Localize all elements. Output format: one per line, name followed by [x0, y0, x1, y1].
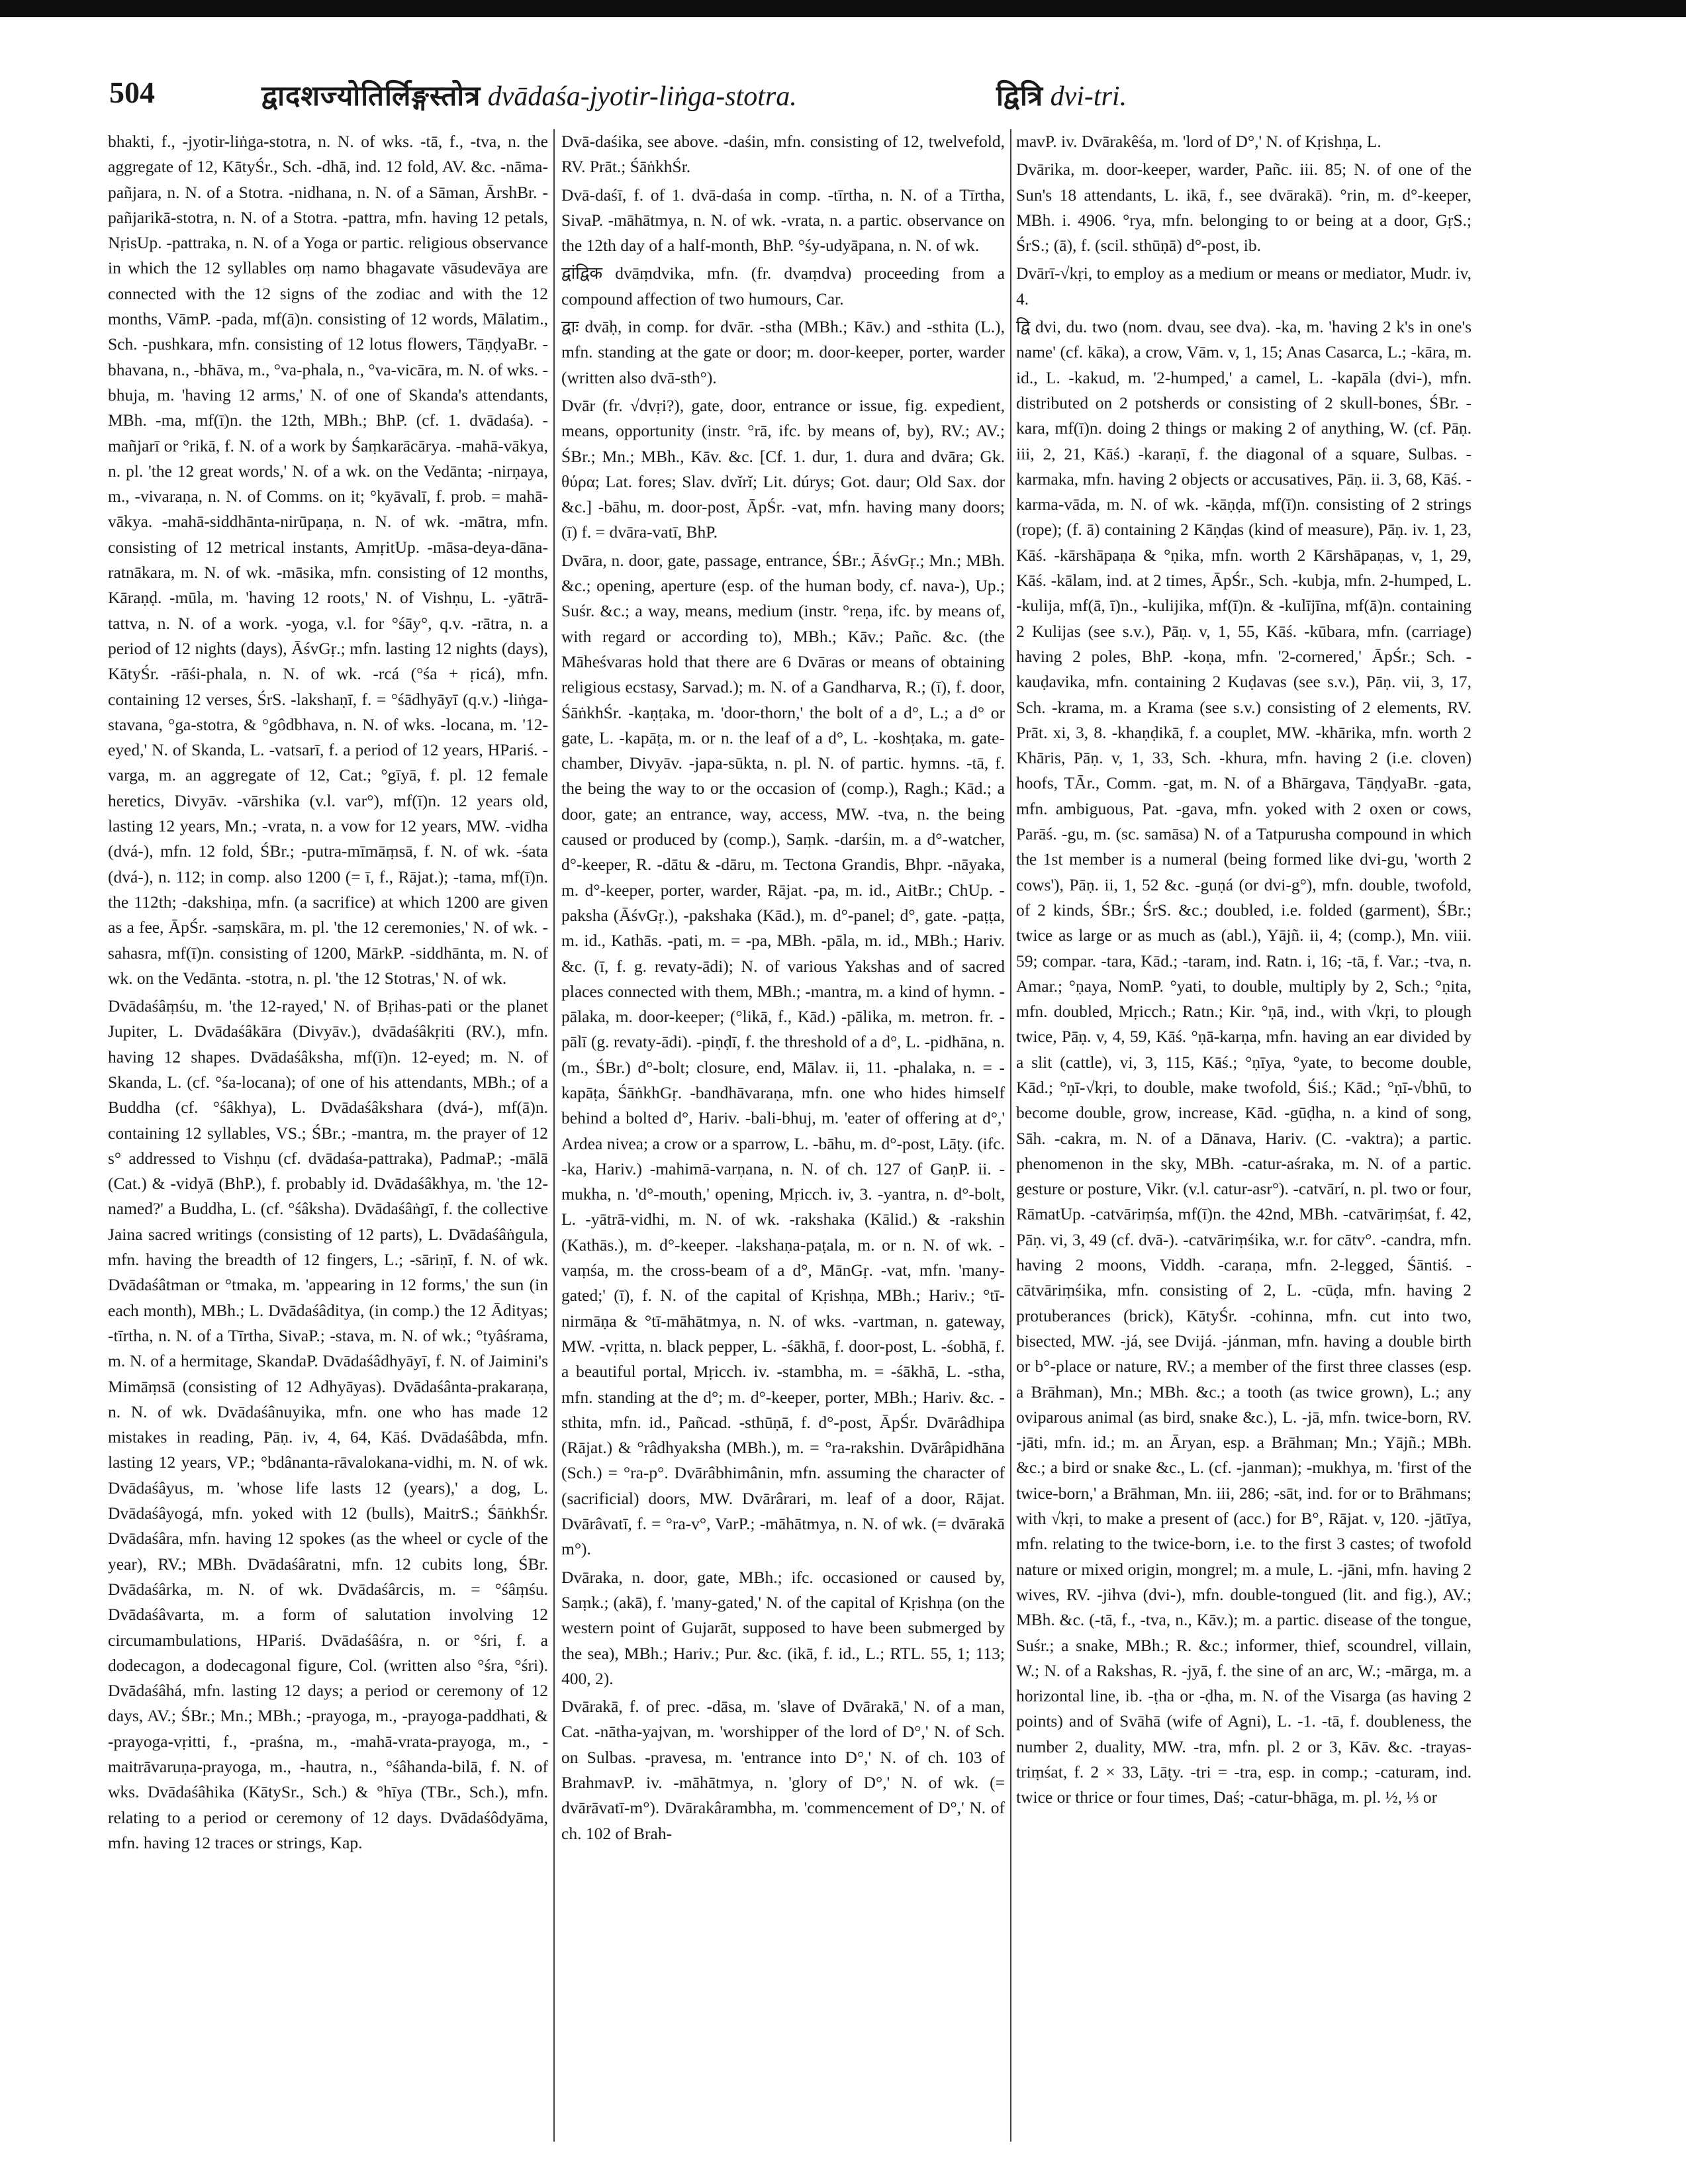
entry-paragraph: mavP. iv. Dvārakêśa, m. 'lord of D°,' N. of Kṛishṇa, L.	[1016, 132, 1382, 151]
column-divider	[553, 129, 555, 2142]
dictionary-column-1	[108, 129, 548, 2155]
right-running-head	[996, 76, 1127, 114]
left-running-head	[261, 76, 797, 114]
entry-paragraph: Dvārī-√kṛi, to employ as a medium or means or mediator, Mudr. iv, 4.	[1016, 263, 1472, 309]
column-divider	[1010, 129, 1011, 2142]
entry-paragraph: Dvār (fr. √dvṛi?), gate, door, entrance or issue, fig. expedient, means, opportunity (instr. °rā, ifc. by means of, by), RV.; AV.; ŚBr.; Mn.; MBh., Kāv. &c. [Cf. 1. dur, 1. dura and dvāra; Gk. θύρα; Lat. fores; Slav. dvĭrĭ; Lit. dúrys; Got. daur; Old Sax. dor &c.] -bāhu, m. door-post, ĀpŚr. -vat, mfn. having many doors; (ī) f. = dvāra-vatī, BhP.	[561, 395, 1005, 542]
entry-paragraph: Dvāraka, n. door, gate, MBh.; ifc. occasioned or caused by, Saṃk.; (akā), f. 'many-gated,' N. of the capital of Kṛishṇa (on the western point of Gujarāt, supposed to have been submerged by the sea), MBh.; Hariv.; Pur. &c. (ikā, f. id., L.; RTL. 55, 1; 113; 400, 2).	[561, 1567, 1005, 1688]
entry-paragraph: द्वांद्विक dvāṃdvika, mfn. (fr. dvaṃdva) proceeding from a compound affection of two humours, Car.	[561, 263, 1005, 309]
entry-paragraph: Dvā-daśī, f. of 1. dvā-daśa in comp. -tīrtha, n. N. of a Tīrtha, SivaP. -māhātmya, n. N. of wk. -vrata, n. a partic. observance on the 12th day of a half-month, BhP. °śy-udyāpana, n. N. of wk.	[561, 185, 1005, 256]
top-scan-edge	[0, 0, 1686, 17]
left-head-devanagari: द्वादशज्योतिर्लिङ्गस्तोत्र	[261, 79, 481, 112]
entry-paragraph: Dvāra, n. door, gate, passage, entrance, ŚBr.; ĀśvGṛ.; Mn.; MBh. &c.; opening, aperture (esp. of the human body, cf. nava-), Up.; Suśr. &c.; a way, means, medium (instr. °reṇa, ifc. by means of, with regard or according to), MBh.; Kāv.; Pañc. &c. (the Māheśvaras hold that there are 6 Dvāras or means of obtaining religious ecstasy, Sarvad.); m. N. of a Gandharva, R.; (ī), f. door, ŚāṅkhŚr. -kaṇṭaka, m. 'door-thorn,' the bolt of a d°, L.; a d° or gate, L. -kapāṭa, m. or n. the leaf of a d°, L. -koshṭaka, m. gate-chamber, Divyāv. -japa-sūkta, n. pl. N. of partic. hymns. -tā, f. the being the way to or the occasion of (comp.), Ragh.; Kād.; a door, gate; an entrance, way, access, MW. -tva, n. the being caused or produced by (comp.), Saṃk. -darśin, m. a d°-watcher, d°-keeper, R. -dātu & -dāru, m. Tectona Grandis, Bhpr. -nāyaka, m. d°-keeper, porter, warder, Rājat. -pa, m. id., AitBr.; ChUp. -paksha (ĀśvGṛ.), -pakshaka (Kād.), m. d°-panel; d°, gate. -paṭṭa, m. id., Kathās. -pati, m. = -pa, MBh. -pāla, m. id., MBh.; Hariv. &c. (ī, f. g. revaty-ādi); N. of various Yakshas and of sacred places connected with them, MBh.; -mantra, m. a kind of hymn. -pālaka, m. door-keeper; (°likā, f., Kād.) -pālika, m. metron. fr. -pālī (g. revaty-ādi). -piṇḍī, f. the threshold of a d°, L. -pidhāna, n. (m., ŚBr.) d°-bolt; closure, end, Mālav. ii, 11. -phalaka, n. = -kapāṭa, ŚāṅkhGṛ. -bandhāvaraṇa, mfn. one who hides himself behind a bolted d°, Hariv. -bali-bhuj, m. 'eater of offering at d°,' Ardea nivea; a crow or a sparrow, L. -bāhu, m. d°-post, Lāṭy. (ifc. -ka, Hariv.) -mahimā-varṇana, n. N. of ch. 127 of GaṇP. ii. -mukha, n. 'd°-mouth,' opening, Mṛicch. iv, 3. -yantra, n. d°-bolt, L. -yātrā-vidhi, m. N. of wk. -rakshaka (Kālid.) & -rakshin (Kathās.), m. d°-keeper. -lakshaṇa-paṭala, m. or n. N. of wk. -vaṃśa, m. the cross-beam of a d°, MānGṛ. -vat, mfn. 'many-gated;' (ī), f. N. of the capital of Kṛishṇa, MBh.; Hariv.; °tī-nirmāṇa & °tī-māhātmya, n. N. of wks. -vartman, n. gateway, MW. -vṛitta, n. black pepper, L. -śākhā, f. door-post, L. -śobhā, f. a beautiful portal, Mṛicch. iv. -stambha, m. = -śākhā, L. -stha, mfn. standing at the d°; m. d°-keeper, porter, MBh.; Hariv. &c. -sthita, mfn. id., Pañcad. -sthūṇā, f. d°-post, ĀpŚr. Dvārâdhipa (Rājat.) & °râdhyaksha (MBh.), m. = °ra-rakshin. Dvārâpidhāna (Sch.) = °ra-p°. Dvārâbhimânin, mfn. assuming the character of (sacrificial) doors, MW. Dvārârari, m. leaf of a door, Rājat. Dvārâvatī, f. = °ra-v°, VarP.; -māhātmya, n. N. of wk. (= dvārakā m°).	[561, 550, 1005, 1559]
entry-paragraph: Dvā-daśika, see above. -daśin, mfn. consisting of 12, twelvefold, RV. Prāt.; ŚāṅkhŚr.	[561, 132, 1005, 177]
dictionary-column-2	[561, 129, 1005, 2155]
entry-paragraph: Dvādaśâṃśu, m. 'the 12-rayed,' N. of Bṛihas-pati or the planet Jupiter, L. Dvādaśâkāra (Divyāv.), dvādaśâkṛiti (RV.), mfn. having 12 shapes. Dvādaśâksha, mf(ī)n. 12-eyed; m. N. of Skanda, L. (cf. °śa-locana); of one of his attendants, MBh.; of a Buddha (cf. °śâkhya), L. Dvādaśâkshara (dvá-), mf(ā)n. containing 12 syllables, VS.; ŚBr.; -mantra, m. the prayer of 12 s° addressed to Vishṇu (cf. dvādaśa-pattraka), PadmaP.; -mālā (Cat.) & -vidyā (BhP.), f. probably id. Dvādaśâkhya, m. 'the 12-named?' a Buddha, L. (cf. °śâksha). Dvādaśâṅgī, f. the collective Jaina sacred writings (consisting of 12 parts), L. Dvādaśâṅgula, mfn. having the breadth of 12 fingers, L.; -sāriṇī, f. N. of wk. Dvādaśâtman or °tmaka, m. 'appearing in 12 forms,' the sun (in each month), MBh.; L. Dvādaśâditya, (in comp.) the 12 Ādityas; -tīrtha, n. N. of a Tīrtha, SivaP.; -stava, m. N. of wk.; °tyâśrama, m. N. of a hermitage, SkandaP. Dvādaśâdhyāyī, f. N. of Jaimini's Mimāṃsā (consisting of 12 Adhyāyas). Dvādaśânta-prakaraṇa, n. N. of wk. Dvādaśânuyika, mfn. one who has made 12 mistakes in reading, Pāṇ. iv, 4, 64, Kāś. Dvādaśâbda, mfn. lasting 12 years, VP.; °bdânanta-rāvalokana-vidhi, m. N. of wk. Dvādaśâyus, m. 'whose life lasts 12 (years),' a dog, L. Dvādaśâyogá, mfn. yoked with 12 (bulls), MaitrS.; ŚāṅkhŚr. Dvādaśâra, mfn. having 12 spokes (as the wheel or cycle of the year), RV.; MBh. Dvādaśâratni, mfn. 12 cubits long, ŚBr. Dvādaśârka, m. N. of wk. Dvādaśârcis, m. = °śâṃśu. Dvādaśâvarta, m. a form of salutation involving 12 circumambulations, HPariś. Dvādaśâśra, n. or °śri, f. a dodecagon, a dodecagonal figure, Col. (written also °śra, °śri). Dvādaśâhá, mfn. lasting 12 days; a period or ceremony of 12 days, AV.; ŚBr.; Mn.; MBh.; -prayoga, m., -prayoga-paddhati, & -prayoga-vṛitti, f., -praśna, m., -mahā-vrata-prayoga, m., -maitrāvaruṇa-prayoga, m., -hautra, n., °śâhanda-bilā, f. N. of wks. Dvādaśâhika (KātySr., Sch.) & °hīya (TBr., Sch.), mfn. relating to a period or ceremony of 12 days. Dvādaśôdyāma, mfn. having 12 traces or strings, Kap.	[108, 996, 548, 1852]
entry-paragraph: Dvārika, m. door-keeper, warder, Pañc. iii. 85; N. of one of the Sun's 18 attendants, L. ikā, f., see dvārakā). °rin, m. d°-keeper, MBh. i. 4906. °rya, mfn. belonging to or being at a door, GṛS.; ŚrS.; (ā), f. (scil. sthūṇā) d°-post, ib.	[1016, 160, 1472, 256]
right-head-devanagari: द्वित्रि	[996, 79, 1044, 112]
entry-paragraph: द्वाः dvāḥ, in comp. for dvār. -stha (MBh.; Kāv.) and -sthita (L.), mfn. standing at the gate or door; m. door-keeper, porter, warder (written also dvā-sth°).	[561, 317, 1005, 387]
entry-paragraph: Dvārakā, f. of prec. -dāsa, m. 'slave of Dvārakā,' N. of a man, Cat. -nātha-yajvan, m. 'worshipper of the lord of D°,' N. of Sch. on Sulbas. -pravesa, m. 'entrance into D°,' N. of ch. 103 of BrahmavP. iv. -māhātmya, n. 'glory of D°,' N. of wk. (= dvārāvatī-m°). Dvārakârambha, m. 'commencement of D°,' N. of ch. 102 of Brah-	[561, 1697, 1005, 1843]
entry-paragraph: द्वि dvi, du. two (nom. dvau, see dva). -ka, m. 'having 2 k's in one's name' (cf. kāka), a crow, Vām. v, 1, 15; Anas Casarca, L.; -kāra, m. id., L. -kakud, m. '2-humped,' a camel, L. -kapāla (dvi-), mfn. distributed on 2 potsherds or consisting of 2 skull-bones, ŚBr. -kara, mf(ī)n. doing 2 things or making 2 of anything, W. (cf. Pāṇ. iii, 2, 21, Kāś.) -karaṇī, f. the diagonal of a square, Sulbas. -karmaka, mfn. having 2 objects or accusatives, Pāṇ. ii. 3, 68, Kāś. -karma-vāda, m. N. of wk. -kāṇḍa, mf(ī)n. consisting of 2 strings (rope); (f. ā) containing 2 Kāṇḍas (kind of measure), Pāṇ. iv. 1, 23, Kāś. -kārshāpaṇa & °ṇika, mfn. worth 2 Kārshāpaṇas, v, 1, 29, Kāś. -kālam, ind. at 2 times, ĀpŚr., Sch. -kubja, mfn. 2-humped, L. -kulija, mf(ā, ī)n., -kulijika, mf(ī)n. & -kulījīna, mf(ā)n. containing 2 Kulijas (see s.v.), Pāṇ. v, 1, 55, Kāś. -kūbara, mfn. (carriage) having 2 poles, BhP. -koṇa, mfn. '2-cornered,' ĀpŚr.; Sch. -kauḍavika, mfn. containing 2 Kuḍavas (see s.v.), Pāṇ. vii, 3, 17, Sch. -krama, m. a Krama (see s.v.) consisting of 2 elements, RV. Prāt. xi, 3, 8. -khaṇḍikā, f. a couplet, MW. -khārika, mfn. worth 2 Khāris, Pāṇ. v, 1, 33, Sch. -khura, mfn. having 2 (i.e. cloven) hoofs, TĀr., Comm. -gat, m. N. of a Bhārgava, TāṇḍyaBr. -gata, mfn. ambiguous, Pat. -gava, mfn. yoked with 2 oxen or cows, Parāś. -gu, m. (sc. samāsa) N. of a Tatpurusha compound in which the 1st member is a numeral (being formed like dvi-gu, 'worth 2 cows'), Pāṇ. ii, 1, 52 &c. -guṇá (or dvi-g°), mfn. double, twofold, of 2 kinds, ŚBr.; ŚrS. &c.; doubled, i.e. folded (garment), ŚBr.; twice as large or as much as (abl.), Yājñ. ii, 4; (comp.), Mn. viii. 59; compar. -tara, Kād.; -taram, ind. Ratn. i, 16; -tā, f. Var.; -tva, n. Amar.; °ṇaya, NomP. °yati, to double, multiply by 2, Sch.; °ṇita, mfn. doubled, Mṛicch.; Ratn.; Kir. °ṇā, ind., with √kṛi, to plough twice, Pāṇ. v, 4, 59, Kāś. °ṇā-karṇa, mfn. having an ear divided by a slit (cattle), vi, 3, 115, Kāś.; °ṇīya, °yate, to become double, Kād.; °ṇī-√kṛi, to double, make twofold, Śiś.; Kād.; °ṇī-√bhū, to become double, grow, increase, Kād. -gūḍha, n. a kind of song, Sāh. -cakra, m. N. of a Dānava, Hariv. (C. -vaktra); a partic. phenomenon in the sky, MBh. -catur-aśraka, m. N. of a partic. gesture or posture, Vikr. (v.l. catur-asr°). -catvārí, n. pl. two or four, RāmatUp. -catvāriṃśa, mf(ī)n. the 42nd, MBh. -catvāriṃśat, f. 42, Pāṇ. vi, 3, 49 (cf. dvā-). -catvāriṃśika, w.r. for cātv°. -candra, mfn. having 2 moons, Viddh. -caraṇa, mfn. 2-legged, Śāntiś. -cātvāriṃśika, mfn. consisting of 2, L. -cūḍa, mfn. having 2 protuberances (brick), KātyŚr. -cohinna, mfn. cut into two, bisected, MW. -já, see Dvijá. -jánman, mfn. having a double birth or b°-place or nature, RV.; a member of the first three classes (esp. a Brāhman), Mn.; MBh. &c.; a tooth (as twice grown), L.; any oviparous animal (as bird, snake &c.), L. -jā, mfn. twice-born, RV. -jāti, mfn. id.; m. an Āryan, esp. a Brāhman; Mn.; Yājñ.; MBh. &c.; a bird or snake &c., L. (cf. -janman); -mukhya, m. 'first of the twice-born,' a Brāhman, Mn. iii, 286; -sāt, ind. for or to Brāhmans; with √kṛi, to make a present of (acc.) for B°, Rājat. v, 120. -jātīya, mfn. relating to the twice-born, i.e. to the first 3 castes; of twofold nature or mixed origin, mongrel; m. a mule, L. -jāni, mfn. having 2 wives, RV. -jihva (dvi-), mfn. double-tongued (lit. and fig.), AV.; MBh. &c. (-tā, f., -tva, n., Kāv.); m. a partic. disease of the tongue, Suśr.; a snake, MBh.; R. &c.; informer, thief, scoundrel, villain, W.; N. of a Rakshas, R. -jyā, f. the sine of an arc, W.; -mārga, m. a horizontal line, ib. -ṭha or -ḍha, m. N. of the Visarga (as having 2 points) and of Svāhā (wife of Agni), L. -1. -tā, f. doubleness, the number 2, duality, MW. -tra, mfn. pl. 2 or 3, Kāv. &c. -trayas-triṃśat, f. 2 × 33, Lāṭy. -tri = -tra, esp. in comp.; -caturam, ind. twice or thrice or four times, Daś; -catur-bhāga, m. pl. ½, ⅓ or	[1016, 317, 1472, 1807]
entry-paragraph: bhakti, f., -jyotir-liṅga-stotra, n. N. of wks. -tā, f., -tva, n. the aggregate of 12, KātyŚr., Sch. -dhā, ind. 12 fold, AV. &c. -nāma-pañjara, n. N. of a Stotra. -nidhana, n. N. of a Sāman, ĀrshBr. -pañjarikā-stotra, n. N. of a Stotra. -pattra, mfn. having 12 petals, NṛisUp. -pattraka, n. N. of a Yoga or partic. religious observance in which the 12 syllables oṃ namo bhagavate vāsudevāya are connected with the 12 signs of the zodiac and with the 12 months, VāmP. -pada, mf(ā)n. consisting of 12 words, Mālatim., Sch. -pushkara, mfn. consisting of 12 lotus flowers, TāṇḍyaBr. -bhavana, n., -bhāva, m., °va-phala, n., °va-vicāra, m. N. of wks. -bhuja, m. 'having 12 arms,' N. of one of Skanda's attendants, MBh. -ma, mf(ī)n. the 12th, MBh.; BhP. (cf. 1. dvādaśa). -mañjarī or °rikā, f. N. of a work by Śaṃkarācārya. -mahā-vākya, n. pl. 'the 12 great words,' N. of a wk. on the Vedānta; -nirṇaya, m., -vivaraṇa, n. N. of Comms. on it; °kyāvalī, f. prob. = mahā-vākya. -mahā-siddhānta-nirūpaṇa, n. N. of wk. -mātra, mfn. consisting of 12 metrical instants, AmṛitUp. -māsa-deya-dāna-ratnākara, m. N. of wk. -māsika, mfn. consisting of 12 months, Kāraṇḍ. -mūla, m. 'having 12 roots,' N. of Vishṇu, L. -yātrā-tattva, n. N. of a work. -yoga, v.l. for °śāy°, q.v. -rātra, n. a period of 12 nights (days), ĀśvGṛ.; mfn. lasting 12 nights (days), KātyŚr. -rāśi-phala, n. N. of wk. -rcá (°śa + ṛicá), mfn. containing 12 verses, ŚrS. -lakshaṇī, f. = °śādhyāyī (q.v.) -liṅga-stavana, °ga-stotra, & °gôdbhava, n. N. of wks. -locana, m. '12-eyed,' N. of Skanda, L. -vatsarī, f. a period of 12 years, HPariś. -varga, m. an aggregate of 12, Cat.; °gīyā, f. pl. 12 female heretics, Divyāv. -vārshika (v.l. var°), mf(ī)n. 12 years old, lasting 12 years, Mn.; -vrata, n. a vow for 12 years, MW. -vidha (dvá-), mfn. 12 fold, ŚBr.; -putra-mīmāṃsā, f. N. of wk. -śata (dvá-), n. 112; in comp. also 1200 (= ī, f., Rājat.); -tama, mf(ī)n. the 112th; -dakshiṇa, mfn. (a sacrifice) at which 1200 are given as a fee, ĀpŚr. -saṃskāra, m. pl. 'the 12 ceremonies,' N. of wk. -sahasra, mf(ī)n. consisting of 1200, MārkP. -siddhānta, m. N. of wk. on the Vedānta. -stotra, n. pl. 'the 12 Stotras,' N. of wk.	[108, 132, 548, 988]
page-header	[109, 70, 1582, 122]
page-number: 504	[109, 75, 155, 109]
right-head-latin: dvi-tri.	[1050, 81, 1127, 112]
dictionary-column-3	[1016, 129, 1472, 2155]
left-head-latin: dvādaśa-jyotir-liṅga-stotra.	[487, 81, 797, 112]
